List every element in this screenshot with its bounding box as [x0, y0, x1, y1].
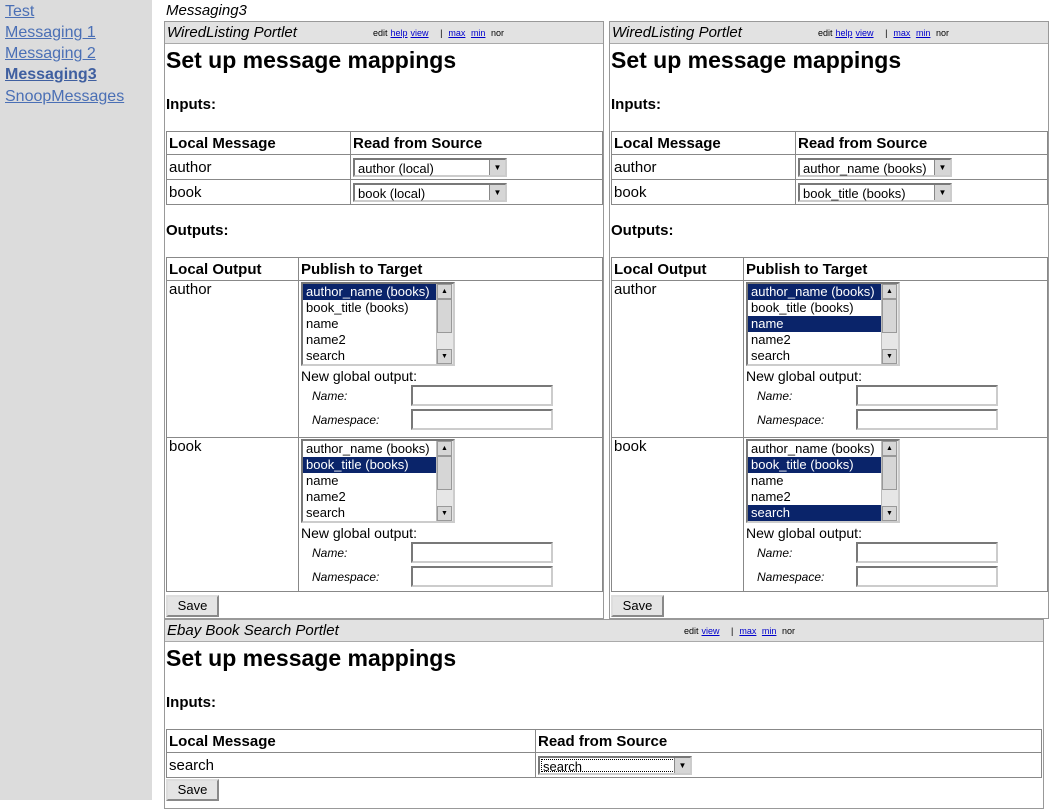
namespace-label: Namespace: — [757, 413, 825, 427]
name-field-row — [746, 384, 1045, 408]
name-field-row — [301, 541, 600, 565]
portlet-title: WiredListing Portlet — [167, 24, 297, 41]
scroll-down-icon[interactable]: ▼ — [882, 506, 897, 521]
output-target-cell — [299, 438, 603, 592]
listbox-option[interactable]: name2 — [751, 332, 791, 347]
source-select[interactable] — [353, 158, 507, 177]
output-target-cell — [744, 438, 1048, 592]
portlet-controls — [373, 28, 507, 38]
portlet-titlebar — [165, 22, 603, 44]
name-label: Name: — [757, 389, 793, 403]
input-local-name: author — [167, 155, 351, 180]
min-link[interactable]: min — [915, 28, 931, 38]
namespace-input[interactable] — [411, 566, 553, 587]
chevron-down-icon[interactable]: ▼ — [934, 160, 950, 175]
listbox-option[interactable]: book_title (books) — [306, 300, 409, 315]
listbox-option[interactable]: name2 — [306, 489, 346, 504]
portlet-title: WiredListing Portlet — [612, 24, 742, 41]
scroll-down-icon[interactable]: ▼ — [882, 349, 897, 364]
namespace-field-row — [746, 408, 1045, 432]
output-target-cell — [299, 281, 603, 438]
source-select-value: author (local) — [358, 160, 434, 176]
listbox-option[interactable]: author_name (books) — [751, 441, 875, 456]
view-link[interactable]: view — [855, 28, 874, 38]
nor-label: nor — [935, 28, 949, 38]
output-local-name: book — [167, 438, 299, 592]
outputs-label: Outputs: — [166, 222, 229, 239]
inputs-label: Inputs: — [166, 96, 216, 113]
portlet-wiredlisting-left — [164, 21, 604, 619]
chevron-down-icon[interactable]: ▼ — [934, 185, 950, 200]
target-listbox[interactable] — [746, 282, 900, 366]
source-select[interactable] — [353, 183, 507, 202]
mappings-heading: Set up message mappings — [611, 47, 902, 73]
save-button[interactable]: Save — [166, 595, 219, 617]
col-header-read-from-source: Read from Source — [536, 730, 1042, 753]
new-global-output-label: New global output: — [301, 368, 417, 384]
listbox-option[interactable]: author_name (books) — [748, 284, 881, 300]
edit-mode-label: edit — [818, 28, 833, 38]
chevron-down-icon[interactable]: ▼ — [674, 758, 690, 773]
listbox-option[interactable]: author_name (books) — [303, 284, 436, 300]
output-row — [612, 281, 1048, 438]
input-row — [167, 180, 603, 205]
scrollbar-thumb[interactable] — [882, 299, 897, 333]
col-header-local-message: Local Message — [612, 132, 796, 155]
listbox-scrollbar[interactable] — [881, 284, 898, 364]
inputs-label: Inputs: — [611, 96, 661, 113]
namespace-field-row — [746, 565, 1045, 589]
listbox-option[interactable]: search — [306, 505, 346, 520]
source-select[interactable] — [798, 158, 952, 177]
source-select[interactable] — [798, 183, 952, 202]
chevron-down-icon[interactable]: ▼ — [489, 160, 505, 175]
output-target-cell — [744, 281, 1048, 438]
nav-link-messaging-2[interactable]: Messaging 2 — [5, 45, 96, 62]
listbox-scrollbar[interactable] — [436, 284, 453, 364]
source-select-value: search — [543, 758, 583, 774]
listbox-option[interactable]: name — [306, 473, 339, 488]
portlet-ebay-book-search — [164, 619, 1044, 809]
outputs-label: Outputs: — [611, 222, 674, 239]
chevron-down-icon[interactable]: ▼ — [489, 185, 505, 200]
input-row — [612, 155, 1048, 180]
name-label: Name: — [312, 546, 348, 560]
portlet-titlebar — [610, 22, 1048, 44]
nav-link-messaging3[interactable]: Messaging3 — [5, 66, 97, 83]
namespace-input[interactable] — [856, 409, 998, 430]
col-header-local-output: Local Output — [167, 258, 299, 281]
view-link[interactable]: view — [410, 28, 429, 38]
name-field-row — [746, 541, 1045, 565]
listbox-option[interactable]: name — [748, 316, 881, 332]
mappings-heading: Set up message mappings — [166, 47, 457, 73]
name-input[interactable] — [856, 385, 998, 406]
col-header-local-output: Local Output — [612, 258, 744, 281]
scroll-up-icon[interactable]: ▲ — [882, 284, 897, 299]
new-global-output-label: New global output: — [746, 525, 862, 541]
edit-mode-label: edit — [684, 626, 699, 636]
max-link[interactable]: max — [448, 28, 466, 38]
portlet-controls — [818, 28, 952, 38]
namespace-input[interactable] — [411, 409, 553, 430]
target-listbox[interactable] — [746, 439, 900, 523]
namespace-field-row — [301, 408, 600, 432]
input-local-name: book — [167, 180, 351, 205]
sidebar-nav — [0, 0, 152, 800]
min-link[interactable]: min — [761, 626, 777, 636]
listbox-scrollbar[interactable] — [436, 441, 453, 521]
namespace-label: Namespace: — [757, 570, 825, 584]
min-link[interactable]: min — [470, 28, 486, 38]
output-row — [167, 438, 603, 592]
save-button[interactable]: Save — [611, 595, 664, 617]
output-local-name: author — [167, 281, 299, 438]
listbox-option[interactable]: name2 — [751, 489, 791, 504]
separator: | — [731, 626, 734, 636]
input-source-cell — [536, 753, 1042, 778]
edit-mode-label: edit — [373, 28, 388, 38]
col-header-read-from-source: Read from Source — [351, 132, 603, 155]
listbox-scrollbar[interactable] — [881, 441, 898, 521]
name-input[interactable] — [856, 542, 998, 563]
source-select-value: author_name (books) — [803, 160, 927, 176]
scroll-up-icon[interactable]: ▲ — [437, 441, 452, 456]
listbox-option[interactable]: search — [751, 348, 791, 363]
inputs-table — [166, 729, 1042, 778]
inputs-header-row — [612, 132, 1048, 155]
col-header-publish-to-target: Publish to Target — [744, 258, 1048, 281]
portlet-wiredlisting-right — [609, 21, 1049, 619]
col-header-publish-to-target: Publish to Target — [299, 258, 603, 281]
listbox-option[interactable]: author_name (books) — [306, 441, 430, 456]
inputs-label: Inputs: — [166, 694, 216, 711]
scrollbar-thumb[interactable] — [882, 456, 897, 490]
name-input[interactable] — [411, 542, 553, 563]
output-row — [612, 438, 1048, 592]
new-global-output-label: New global output: — [746, 368, 862, 384]
max-link[interactable]: max — [893, 28, 911, 38]
target-listbox[interactable] — [301, 439, 455, 523]
target-listbox[interactable] — [301, 282, 455, 366]
listbox-option[interactable]: search — [748, 505, 881, 521]
nor-label: nor — [490, 28, 504, 38]
namespace-field-row — [301, 565, 600, 589]
portlet-title: Ebay Book Search Portlet — [167, 622, 339, 639]
input-local-name: search — [167, 753, 536, 778]
listbox-option[interactable]: name — [306, 316, 339, 331]
inputs-table — [166, 131, 603, 205]
portlet-titlebar — [165, 620, 1043, 642]
outputs-table — [166, 257, 603, 592]
name-field-row — [301, 384, 600, 408]
name-label: Name: — [757, 546, 793, 560]
scroll-down-icon[interactable]: ▼ — [437, 506, 452, 521]
input-source-cell — [796, 155, 1048, 180]
scrollbar-thumb[interactable] — [437, 299, 452, 333]
input-row — [612, 180, 1048, 205]
listbox-option[interactable]: search — [306, 348, 346, 363]
namespace-label: Namespace: — [312, 570, 380, 584]
inputs-header-row — [167, 132, 603, 155]
outputs-header-row — [167, 258, 603, 281]
nav-link-test[interactable]: Test — [5, 3, 35, 20]
input-source-cell — [351, 155, 603, 180]
listbox-option[interactable]: name — [751, 473, 784, 488]
inputs-header-row — [167, 730, 1042, 753]
col-header-read-from-source: Read from Source — [796, 132, 1048, 155]
col-header-local-message: Local Message — [167, 132, 351, 155]
source-select[interactable] — [538, 756, 692, 775]
nav-link-snoopmessages[interactable]: SnoopMessages — [5, 88, 125, 105]
source-select-value: book_title (books) — [803, 185, 906, 201]
portlet-controls — [684, 626, 798, 636]
help-link[interactable]: help — [835, 28, 853, 38]
output-local-name: book — [612, 438, 744, 592]
output-row — [167, 281, 603, 438]
new-global-output-label: New global output: — [301, 525, 417, 541]
input-local-name: author — [612, 155, 796, 180]
namespace-label: Namespace: — [312, 413, 380, 427]
inputs-table — [611, 131, 1048, 205]
outputs-header-row — [612, 258, 1048, 281]
listbox-option[interactable]: name2 — [306, 332, 346, 347]
input-row — [167, 753, 1042, 778]
input-row — [167, 155, 603, 180]
view-link[interactable]: view — [701, 626, 720, 636]
name-label: Name: — [312, 389, 348, 403]
help-link[interactable]: help — [390, 28, 408, 38]
scroll-down-icon[interactable]: ▼ — [437, 349, 452, 364]
nav-link-messaging-1[interactable]: Messaging 1 — [5, 24, 96, 41]
listbox-option[interactable]: book_title (books) — [303, 457, 436, 473]
col-header-local-message: Local Message — [167, 730, 536, 753]
max-link[interactable]: max — [739, 626, 757, 636]
namespace-input[interactable] — [856, 566, 998, 587]
listbox-option[interactable]: book_title (books) — [748, 457, 881, 473]
input-local-name: book — [612, 180, 796, 205]
outputs-table — [611, 257, 1048, 592]
scroll-up-icon[interactable]: ▲ — [882, 441, 897, 456]
input-source-cell — [351, 180, 603, 205]
scrollbar-thumb[interactable] — [437, 456, 452, 490]
page-title: Messaging3 — [166, 2, 247, 19]
input-source-cell — [796, 180, 1048, 205]
name-input[interactable] — [411, 385, 553, 406]
nor-label: nor — [781, 626, 795, 636]
separator: | — [885, 28, 888, 38]
output-local-name: author — [612, 281, 744, 438]
listbox-option[interactable]: book_title (books) — [751, 300, 854, 315]
separator: | — [440, 28, 443, 38]
save-button[interactable]: Save — [166, 779, 219, 801]
mappings-heading: Set up message mappings — [166, 645, 457, 671]
scroll-up-icon[interactable]: ▲ — [437, 284, 452, 299]
source-select-value: book (local) — [358, 185, 426, 201]
